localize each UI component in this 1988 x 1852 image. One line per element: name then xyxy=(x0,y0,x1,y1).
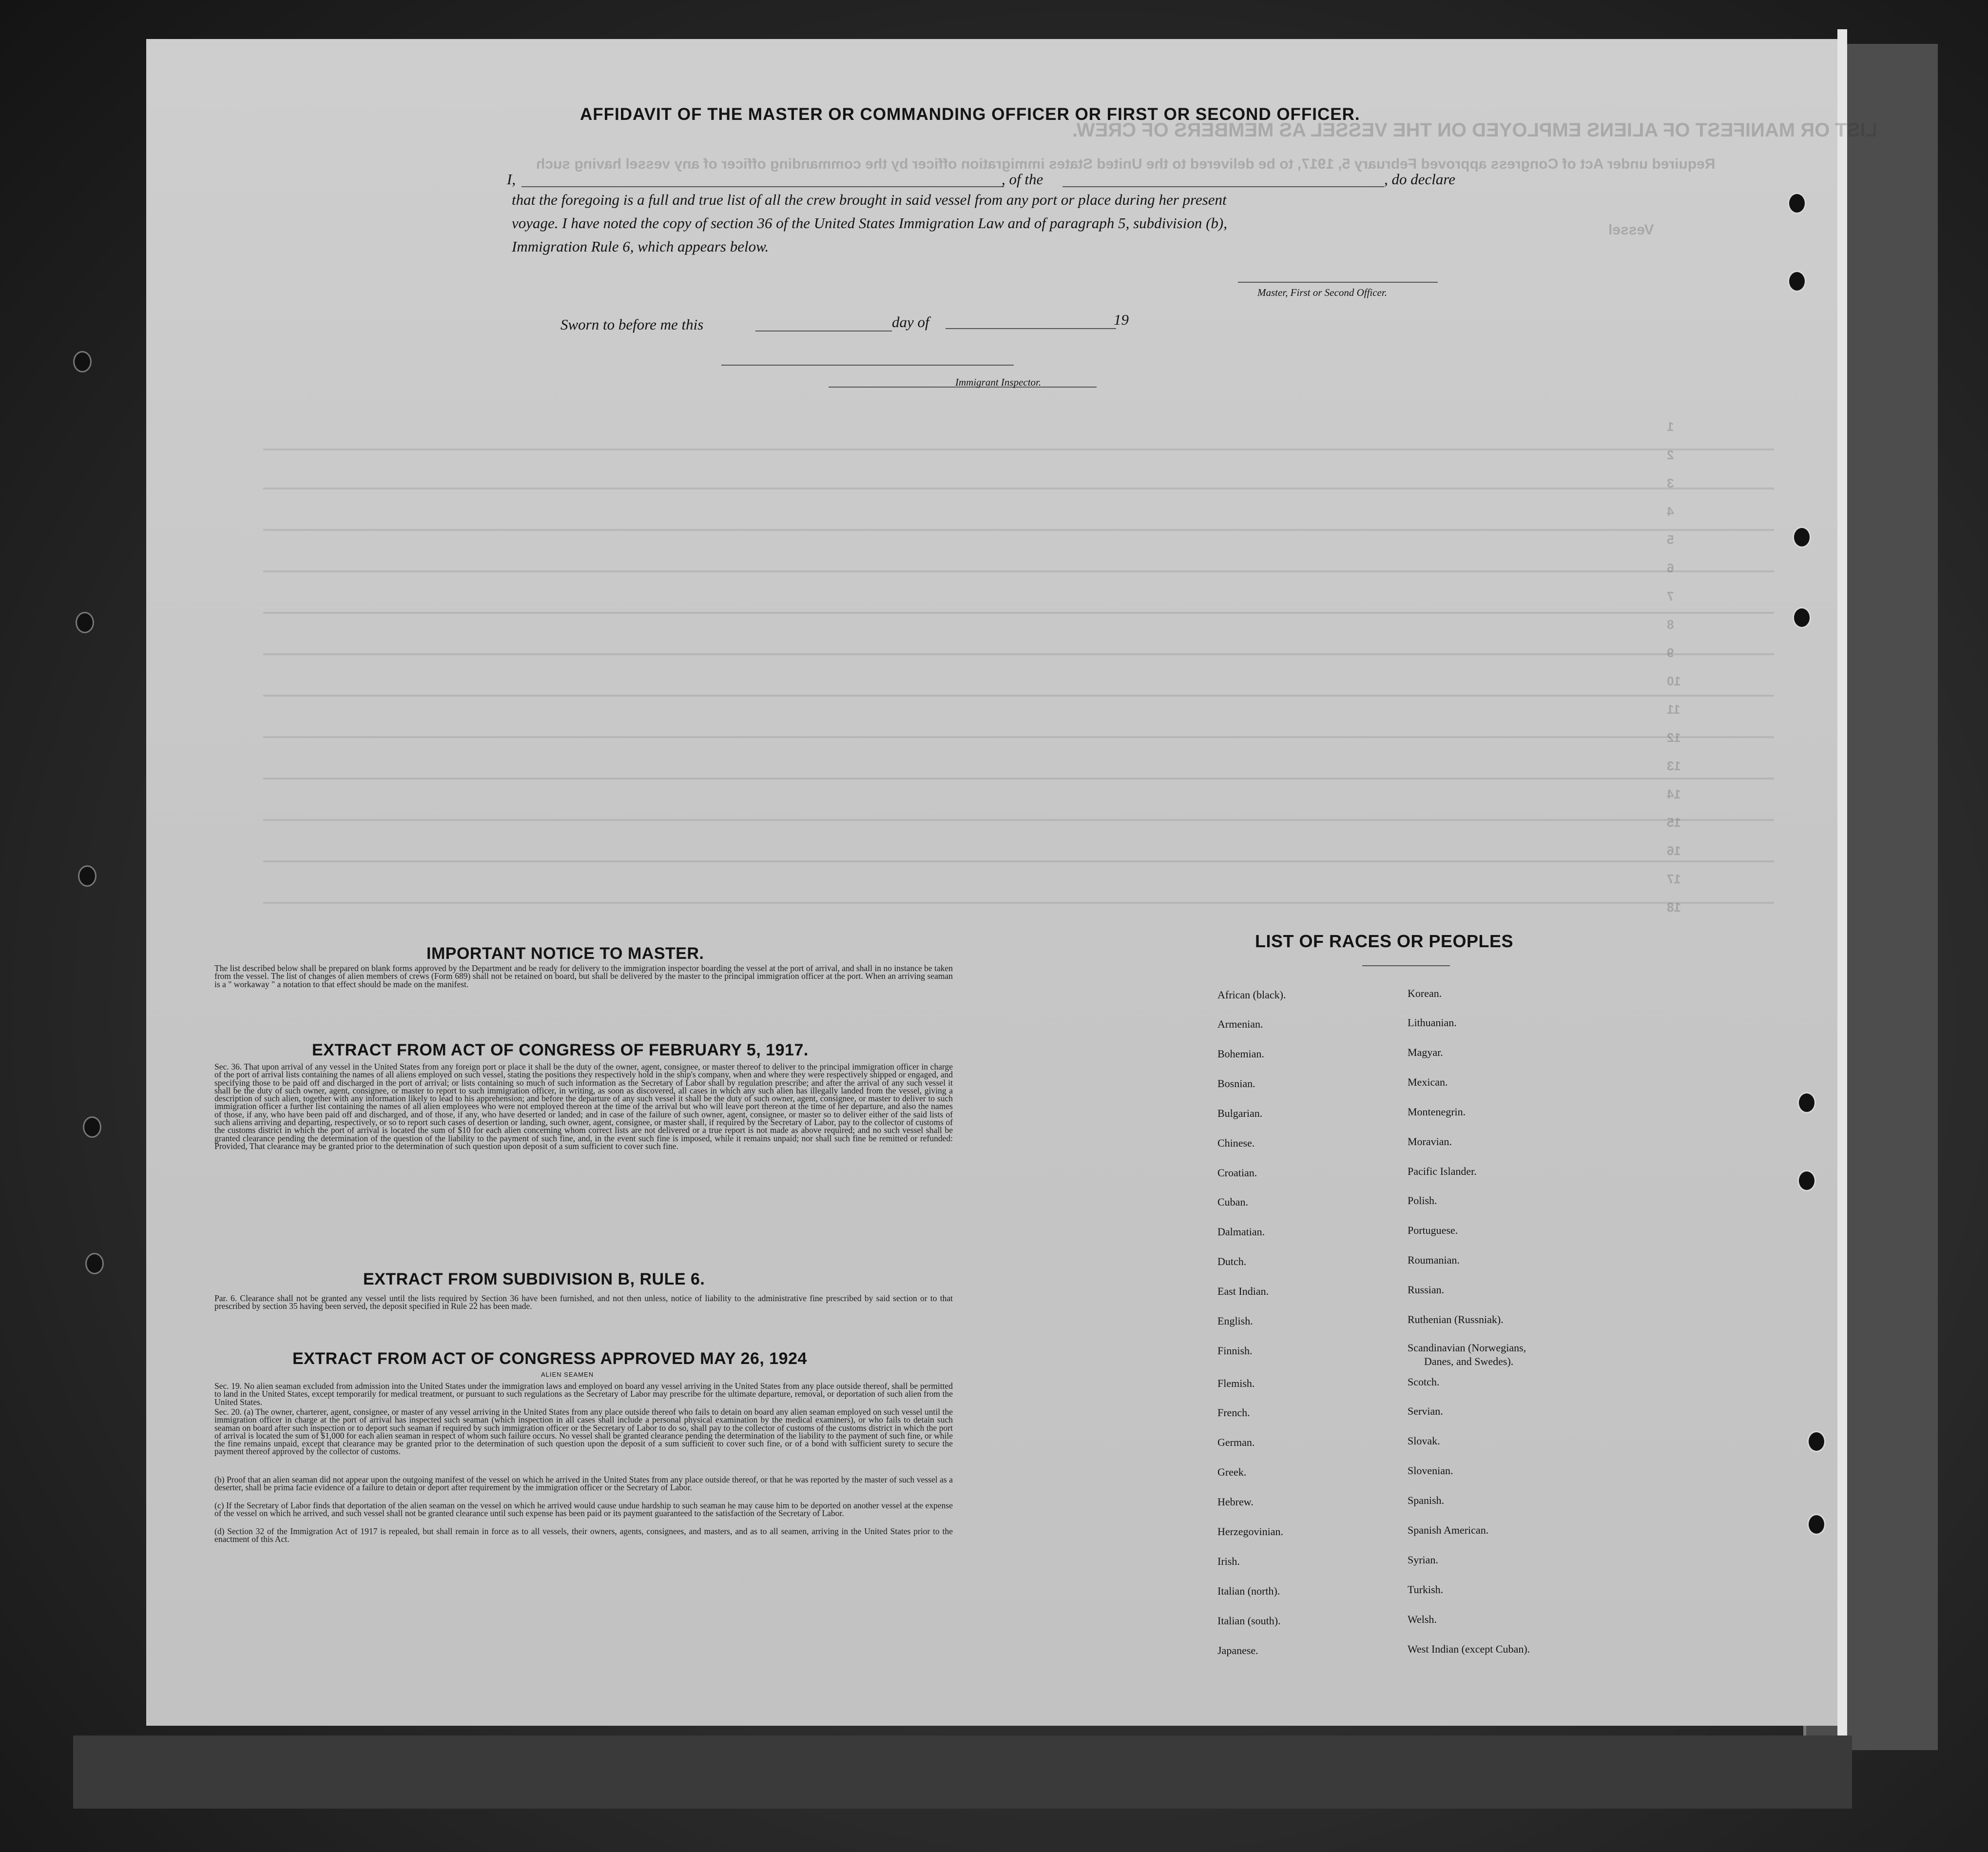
punch-hole-icon xyxy=(1807,1431,1826,1452)
race-item: Ruthenian (Russniak). xyxy=(1408,1313,1504,1326)
ghost-row-line xyxy=(263,612,1774,614)
race-item: French. xyxy=(1217,1406,1250,1419)
race-item: Cuban. xyxy=(1217,1196,1248,1208)
sworn-month-line xyxy=(946,328,1116,329)
extract-1917-heading: EXTRACT FROM ACT OF CONGRESS OF FEBRUARY 5, 1917. xyxy=(312,1041,809,1059)
reverse-row-number-ghost: 8 xyxy=(1667,617,1674,632)
ghost-row-line xyxy=(263,487,1774,489)
affidavit-i: I, xyxy=(507,171,516,188)
sec20a-text: Sec. 20. (a) The owner, charterer, agent, consignee, or master of any vessel arriving in the United States from any place outside thereof who fails to detain on board any alien seaman employed on such vessel until the immigration officer in charge at the port of arrival has inspected such seaman (which inspection in all cases shall include a personal physical examination by the medical examiners), or who fails to detain such seaman on board after such inspection or to deport such seaman if required by such immigration officer or the Secretary of Labor to do so, shall pay to the collector of customs of the customs district in which the port of arrival is located the sum of $1,000 for each alien seaman in respect of whom such failure occurs. No vessel shall be granted clearance pending the determination of the liability to the payment of such fine, or while the fine remains unpaid, except that clearance may be granted prior to the determination of such question upon the deposit of a sum sufficient to cover such fine, or of a bond with sufficient surety to secure the payment thereof approved by the collector of customs. xyxy=(214,1407,953,1457)
punch-hole-icon xyxy=(1793,526,1811,548)
race-item: Slovak. xyxy=(1408,1435,1440,1447)
race-item: Mexican. xyxy=(1408,1076,1448,1088)
affidavit-of-the: , of the xyxy=(1002,171,1043,188)
ghost-row-line xyxy=(263,902,1774,904)
affidavit-declare: , do declare xyxy=(1384,171,1456,188)
ghost-row-line xyxy=(263,653,1774,655)
punch-hole-icon xyxy=(1788,193,1806,214)
reverse-header-ghost: LIST OR MANIFEST OF ALIENS EMPLOYED ON THE VESSEL AS MEMBERS OF CREW. xyxy=(1072,119,1877,141)
race-item: Scotch. xyxy=(1408,1376,1440,1388)
race-item: West Indian (except Cuban). xyxy=(1408,1643,1530,1655)
vessel-blank-line xyxy=(1062,186,1384,187)
punch-hole-icon xyxy=(1793,607,1811,628)
name-blank-line xyxy=(521,186,1004,187)
sec20b-text: (b) Proof that an alien seaman did not appear upon the outgoing manifest of the vessel on which he arrived in the United States from any place outside thereof, or that he was reported by the master of such vessel as a deserter, shall be prima facie evidence of a failure to detain or deport after requirement by the immigration officer or the Secretary of Labor. xyxy=(214,1475,953,1493)
race-item: Italian (north). xyxy=(1217,1585,1280,1597)
document-page xyxy=(146,39,1842,1726)
punch-hole-icon xyxy=(85,1253,104,1274)
race-item: Japanese. xyxy=(1217,1644,1258,1657)
race-item: Dutch. xyxy=(1217,1255,1247,1267)
inspector-label: Immigrant Inspector. xyxy=(955,376,1042,388)
year-prefix: 19 xyxy=(1114,311,1129,328)
affidavit-line-3: voyage. I have noted the copy of section 36 of the United States Immigration Law and of paragraph 5, subdivision (b), xyxy=(512,214,1227,232)
punch-hole-icon xyxy=(78,865,97,887)
reverse-row-number-ghost: 9 xyxy=(1667,645,1674,660)
race-item: Pacific Islander. xyxy=(1408,1165,1477,1177)
reverse-row-number-ghost: 1 xyxy=(1667,419,1674,434)
reverse-row-number-ghost: 15 xyxy=(1667,815,1681,830)
affidavit-title: AFFIDAVIT OF THE MASTER OR COMMANDING OFFICER OR FIRST OR SECOND OFFICER. xyxy=(580,105,1360,124)
race-item: Polish. xyxy=(1408,1194,1437,1207)
ghost-row-line xyxy=(263,860,1774,862)
affidavit-line-4: Immigration Rule 6, which appears below. xyxy=(512,238,769,255)
punch-hole-icon xyxy=(1788,271,1806,292)
race-item: English. xyxy=(1217,1315,1253,1327)
race-item: Bohemian. xyxy=(1217,1048,1264,1060)
reverse-row-number-ghost: 10 xyxy=(1667,674,1681,688)
sec20c-text: (c) If the Secretary of Labor finds that deportation of the alien seaman on the vessel on which he arrived would cause undue hardship to such seaman he may cause him to be deported on another vessel at the expense of the vessel on which he arrived, and such vessel shall not be granted clearance until such expense has been paid or its payment guaranteed to the satisfaction of the Secretary of Labor. xyxy=(214,1501,953,1519)
race-item: Bulgarian. xyxy=(1217,1107,1263,1119)
reverse-row-number-ghost: 16 xyxy=(1667,843,1681,858)
race-item: Moravian. xyxy=(1408,1135,1452,1148)
race-item: Servian. xyxy=(1408,1405,1443,1417)
race-item: Spanish. xyxy=(1408,1494,1445,1506)
ghost-row-line xyxy=(263,695,1774,697)
important-notice-text: The list described below shall be prepared on blank forms approved by the Department and be ready for delivery to the immigration inspector boarding the vessel at the port of arrival, and shall in no instance be taken from the vessel. The list of changes of alien members of crews (Form 689) shall not be retained on board, but shall be delivered by the master to the principal immigration officer at the port. When an arriving seaman is a " workaway " a notation to that effect should be made on the manifest. xyxy=(214,963,953,989)
important-notice-heading: IMPORTANT NOTICE TO MASTER. xyxy=(426,944,704,963)
race-item-continuation: Danes, and Swedes). xyxy=(1424,1355,1514,1367)
sec19-text: Sec. 19. No alien seaman excluded from admission into the United States under the immigration laws and employed on board any vessel arriving in the United States from any place outside thereof, shall be permitted to land in the United States, except temporarily for medical treatment, or pursuant to such regulations as the Secretary of Labor may prescribe for the ultimate departure, removal, or deportation of such alien from the United States. xyxy=(214,1381,953,1407)
race-item: Roumanian. xyxy=(1408,1254,1460,1266)
reverse-row-number-ghost: 5 xyxy=(1667,532,1674,547)
reverse-row-number-ghost: 17 xyxy=(1667,872,1681,886)
punch-hole-icon xyxy=(76,612,94,633)
race-item: Irish. xyxy=(1217,1555,1240,1567)
inspector-line-1 xyxy=(721,365,1014,366)
affidavit-line-2: that the foregoing is a full and true list of all the crew brought in said vessel from any port or place during her present xyxy=(512,191,1227,208)
race-item: Dalmatian. xyxy=(1217,1226,1265,1238)
ghost-row-line xyxy=(263,570,1774,572)
sec20d-text: (d) Section 32 of the Immigration Act of 1917 is repealed, but shall remain in force as to all vessels, their owners, agents, consignees, and masters, and as to all seamen, arriving in the United States prior to the enactment of this Act. xyxy=(214,1526,953,1544)
reverse-subheader-ghost: Required under Act of Congress approved February 5, 1917, to be delivered to the United States immigration officer by the commanding officer of any vessel having such xyxy=(536,156,1716,172)
race-item: Syrian. xyxy=(1408,1554,1438,1566)
race-item: Chinese. xyxy=(1217,1137,1255,1149)
punch-hole-icon xyxy=(1797,1092,1816,1113)
alien-seamen-subheading: ALIEN SEAMEN xyxy=(541,1371,594,1378)
race-item: Bosnian. xyxy=(1217,1077,1255,1090)
punch-hole-icon xyxy=(83,1116,101,1138)
sworn-text: Sworn to before me this xyxy=(560,316,704,333)
extract-1924-heading: EXTRACT FROM ACT OF CONGRESS APPROVED MAY 26, 1924 xyxy=(292,1349,807,1368)
race-item: Scandinavian (Norwegians, xyxy=(1408,1342,1526,1354)
reverse-vessel-ghost: Vessel xyxy=(1608,222,1654,238)
page-edge xyxy=(1837,29,1847,1735)
race-item: Slovenian. xyxy=(1408,1464,1453,1477)
races-heading: LIST OF RACES OR PEOPLES xyxy=(1255,931,1514,951)
race-item: Portuguese. xyxy=(1408,1224,1458,1236)
race-item: East Indian. xyxy=(1217,1285,1269,1297)
race-item: Armenian. xyxy=(1217,1018,1263,1030)
races-heading-rule xyxy=(1362,965,1450,966)
signature-label: Master, First or Second Officer. xyxy=(1257,287,1387,298)
race-item: Turkish. xyxy=(1408,1583,1444,1596)
reverse-row-number-ghost: 2 xyxy=(1667,448,1674,462)
race-item: Russian. xyxy=(1408,1284,1445,1296)
reverse-row-number-ghost: 4 xyxy=(1667,504,1674,519)
ghost-row-line xyxy=(263,819,1774,821)
ghost-row-line xyxy=(263,529,1774,531)
reverse-row-number-ghost: 11 xyxy=(1667,702,1680,717)
race-item: Korean. xyxy=(1408,987,1442,999)
race-item: Welsh. xyxy=(1408,1613,1437,1625)
signature-line xyxy=(1238,282,1438,283)
reverse-row-number-ghost: 13 xyxy=(1667,759,1681,773)
race-item: Lithuanian. xyxy=(1408,1016,1457,1029)
race-item: Greek. xyxy=(1217,1466,1247,1478)
punch-hole-icon xyxy=(1797,1170,1816,1191)
extract-rule6-text: Par. 6. Clearance shall not be granted any vessel until the lists required by Section 36 have been furnished, and not then unless, notice of liability to the administrative fine prescribed by said section or to that prescribed by section 35 having been served, the deposit specified in Rule 22 has been made. xyxy=(214,1293,953,1311)
race-item: Finnish. xyxy=(1217,1345,1253,1357)
bottom-edge-strip xyxy=(73,1735,1852,1809)
ghost-row-line xyxy=(263,778,1774,780)
race-item: Herzegovinian. xyxy=(1217,1525,1283,1538)
race-item: Flemish. xyxy=(1217,1377,1255,1389)
reverse-row-number-ghost: 7 xyxy=(1667,589,1674,604)
race-item: Magyar. xyxy=(1408,1046,1443,1058)
day-of-text: day of xyxy=(892,313,929,331)
reverse-row-number-ghost: 14 xyxy=(1667,787,1681,801)
ghost-row-line xyxy=(263,448,1774,450)
reverse-row-number-ghost: 3 xyxy=(1667,476,1674,490)
reverse-row-number-ghost: 6 xyxy=(1667,561,1674,575)
race-item: Spanish American. xyxy=(1408,1524,1489,1536)
race-item: African (black). xyxy=(1217,989,1286,1001)
race-item: German. xyxy=(1217,1436,1255,1448)
punch-hole-icon xyxy=(73,351,92,372)
extract-1917-text: Sec. 36. That upon arrival of any vessel in the United States from any foreign port or place it shall be the duty of the owner, agent, consignee, or master thereof to deliver to the principal immigration officer in charge of the port of arrival lists containing the names of all aliens employed on such vessel, stating the positions they respectively hold in the ship's company, when and where they were respectively shipped or engaged, and specifying those to be paid off and discharged in the port of arrival; or lists containing so much of such information as the Secretary of Labor shall by regulation prescribe; and after the arrival of any such vessel it shall be the duty of such owner, agent, consignee, or master to report to such immigration officer, in writing, as soon as discovered, all cases in which any such alien has illegally landed from the vessel, giving a description of such alien, together with any information likely to lead to his apprehension; and before the departure of any such vessel it shall be the duty of such owner, agent, consignee, or master to deliver to such immigration officer a further list containing the names of all alien employees who were not employed thereon at the time of the arrival but who will leave port thereon at the time of her departure, and also the names of those, if any, who have been paid off and discharged, and of those, if any, who have deserted or landed; and in case of the failure of such owner, agent, consignee, or master so to deliver either of the said lists of such aliens arriving and departing, respectively, or so to report such cases of desertion or landing, such owner, agent, consignee, or master shall, if required by the Secretary of Labor, pay to the collector of customs of the customs district in which the port of arrival is located the sum of $10 for each alien concerning whom correct lists are not delivered or a true report is not made as above required; and no such vessel shall be granted clearance pending the determination of the question of the liability to the payment of such fine, and, in the event such fine is imposed, while it remains unpaid; nor shall such fine be remitted or refunded: Provided, That clearance may be granted prior to the determination of such question upon deposit of a sum sufficient to cover such fine. xyxy=(214,1062,953,1151)
punch-hole-icon xyxy=(1807,1514,1826,1535)
ghost-row-line xyxy=(263,736,1774,738)
race-item: Hebrew. xyxy=(1217,1496,1254,1508)
extract-rule6-heading: EXTRACT FROM SUBDIVISION B, RULE 6. xyxy=(363,1270,705,1288)
race-item: Italian (south). xyxy=(1217,1615,1281,1627)
reverse-row-number-ghost: 18 xyxy=(1667,900,1681,915)
race-item: Montenegrin. xyxy=(1408,1106,1466,1118)
race-item: Croatian. xyxy=(1217,1167,1257,1179)
reverse-row-number-ghost: 12 xyxy=(1667,730,1681,745)
